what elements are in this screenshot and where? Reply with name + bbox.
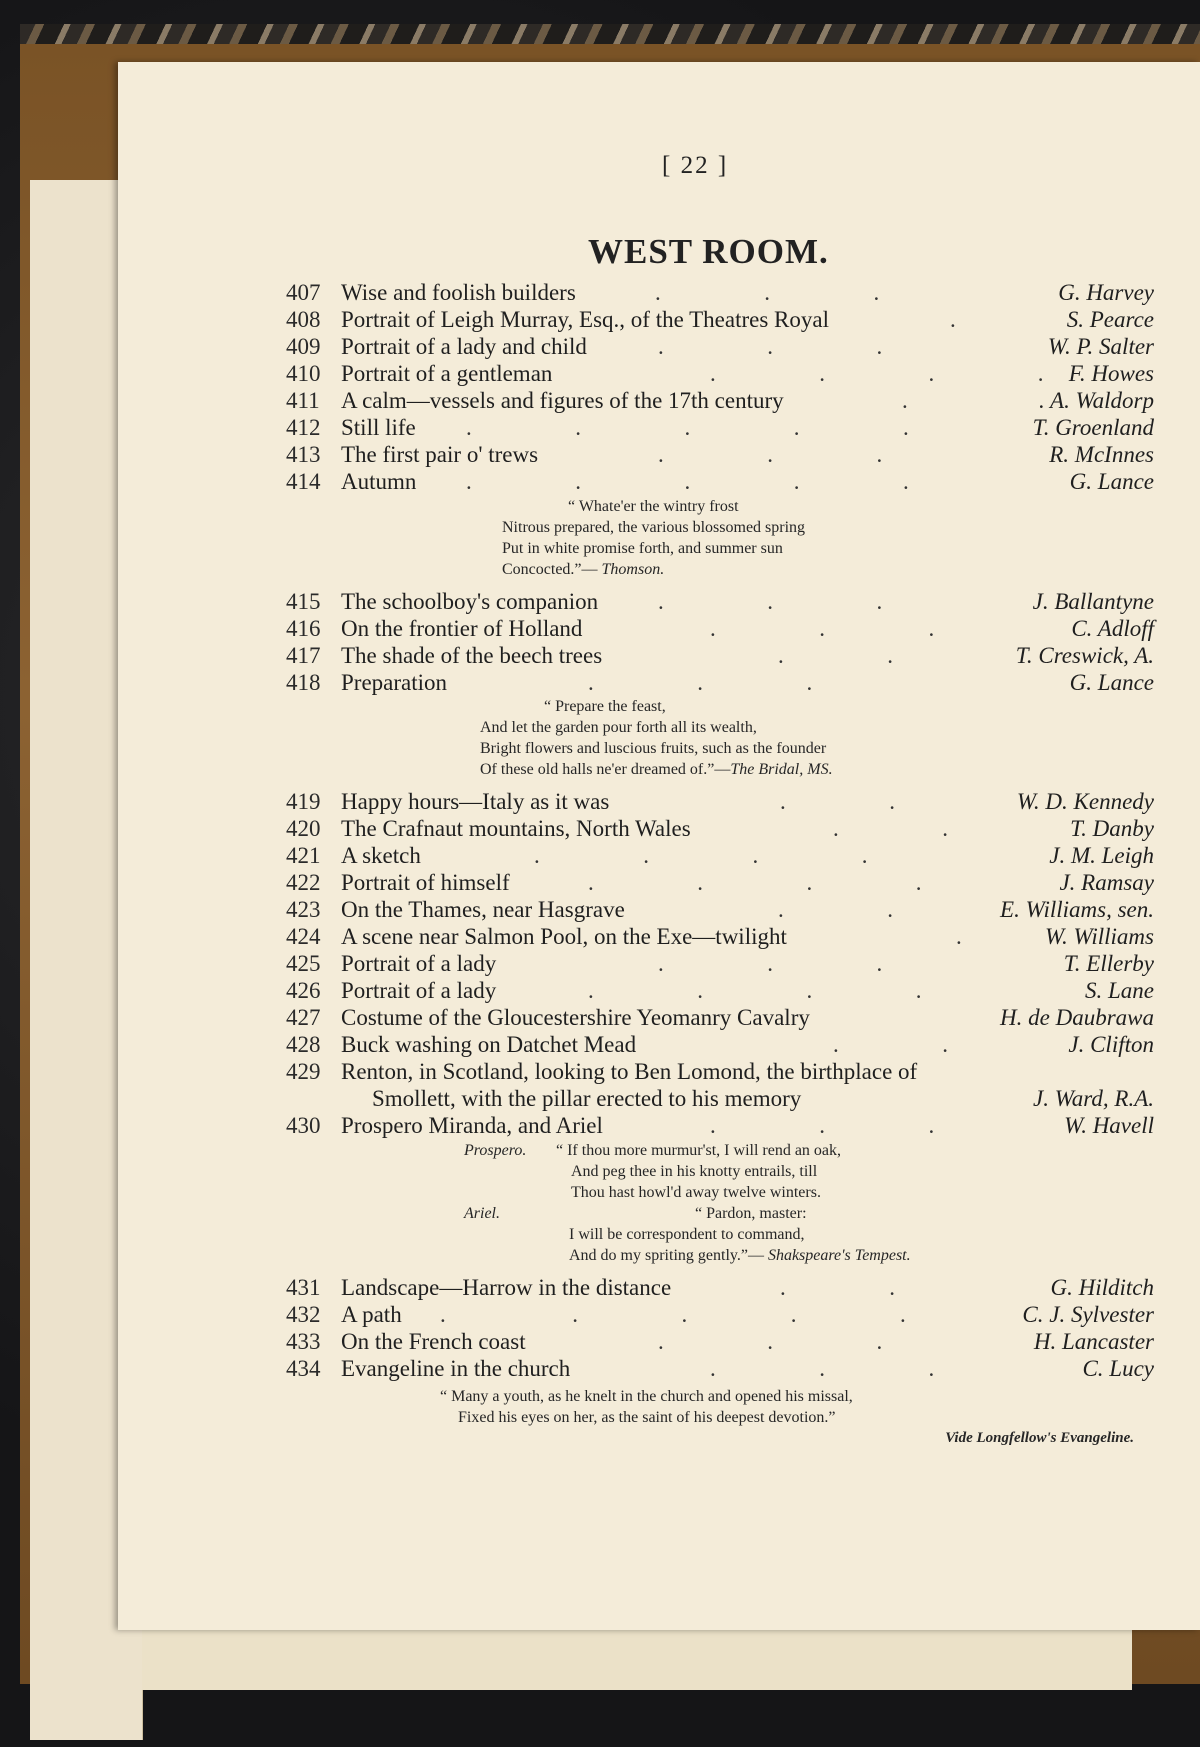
entry-artist: T. Ellerby: [1063, 951, 1154, 976]
entry-artist: T. Groenland: [1032, 415, 1154, 440]
quote-speaker: Ariel.: [464, 1205, 500, 1222]
entry-number: 423: [286, 897, 321, 922]
quote-speaker: Prospero.: [464, 1142, 527, 1159]
entry-title: A path: [341, 1302, 402, 1327]
leader-dots: . . . . .: [440, 1302, 906, 1327]
entry-number: 411: [286, 388, 320, 413]
entry-artist: S. Pearce: [1066, 307, 1154, 332]
entry-number: 418: [286, 670, 321, 695]
entry-artist: G. Harvey: [1058, 280, 1154, 305]
leader-dots: . . .: [655, 280, 880, 305]
entry-artist: J. Ward, R.A.: [1033, 1086, 1154, 1111]
entry-artist: T. Danby: [1070, 816, 1154, 841]
quote-line: “ Prepare the feast,: [544, 698, 666, 715]
entry-artist: J. Ballantyne: [1032, 589, 1154, 614]
entry-artist: H. de Daubrawa: [1000, 1005, 1154, 1030]
entry-artist: J. Clifton: [1068, 1032, 1154, 1057]
entry-number: 410: [286, 361, 321, 386]
entry-title: Landscape—Harrow in the distance: [341, 1275, 672, 1300]
entry-artist: J. Ramsay: [1059, 870, 1154, 895]
entry-artist: W. Williams: [1044, 924, 1154, 949]
leader-dots: . .: [780, 789, 895, 814]
entry-title: Buck washing on Datchet Mead: [341, 1032, 637, 1057]
leader-dots: . . .: [658, 589, 883, 614]
entry-title: Autumn: [341, 469, 417, 494]
entry-artist: R. McInnes: [1049, 442, 1154, 467]
quote-line: Fixed his eyes on her, as the saint of his deepest devotion.”: [458, 1409, 836, 1426]
entry-artist: G. Hilditch: [1050, 1275, 1154, 1300]
entry-number: 421: [286, 843, 321, 868]
entry-artist: W. Havell: [1064, 1113, 1154, 1138]
leader-dots: .: [902, 388, 908, 413]
entry-title: Portrait of himself: [341, 870, 510, 895]
quote-line: I will be correspondent to command,: [569, 1226, 805, 1243]
entry-artist: C. Lucy: [1082, 1356, 1154, 1381]
entry-title: Still life: [341, 415, 416, 440]
leader-dots: . . .: [588, 670, 813, 695]
entry-artist: C. Adloff: [1071, 616, 1154, 641]
leader-dots: . . .: [658, 951, 883, 976]
entry-title-continued: Smollett, with the pillar erected to his memory: [372, 1086, 802, 1111]
quote-text: Of these old halls ne'er dreamed of.”—: [480, 761, 731, 778]
quote-line: [569, 1247, 911, 1265]
quote-line: [480, 761, 833, 779]
leader-dots: . .: [833, 1032, 948, 1057]
page-lower-edge: [142, 1630, 1132, 1690]
leader-dots: . . . .: [588, 870, 922, 895]
entry-number: 424: [286, 924, 321, 949]
entry-number: 416: [286, 616, 321, 641]
entry-title: On the frontier of Holland: [341, 616, 583, 641]
entry-title: On the French coast: [341, 1329, 526, 1354]
leader-dots: . . .: [658, 1329, 883, 1354]
leader-dots: . . . .: [534, 843, 868, 868]
leader-dots: . . . . .: [466, 415, 909, 440]
page-number: [ 22 ]: [662, 152, 729, 179]
leader-dots: . . .: [658, 334, 883, 359]
quote-source: Shakspeare's Tempest.: [767, 1247, 911, 1264]
leader-dots: . . .: [658, 442, 883, 467]
entry-artist: E. Williams, sen.: [1000, 897, 1154, 922]
entry-title: Preparation: [341, 670, 448, 695]
entry-number: 425: [286, 951, 321, 976]
entry-artist: J. M. Leigh: [1049, 843, 1154, 868]
quote-line: Bright flowers and luscious fruits, such as the founder: [480, 740, 827, 757]
leader-dots: . .: [778, 897, 893, 922]
entry-artist: S. Lane: [1085, 978, 1154, 1003]
entry-artist: W. D. Kennedy: [1016, 789, 1154, 814]
quote-line: [502, 561, 664, 579]
quote-source: Vide Longfellow's Evangeline.: [945, 1430, 1134, 1446]
entry-number: 420: [286, 816, 321, 841]
leader-dots: .: [956, 924, 962, 949]
entry-title: The shade of the beech trees: [341, 643, 603, 668]
quote-source: Thomson.: [601, 561, 665, 578]
entry-number: 412: [286, 415, 321, 440]
quote-line: And let the garden pour forth all its wealth,: [480, 719, 757, 736]
entry-title: Portrait of a gentleman: [341, 361, 553, 386]
entry-title: Costume of the Gloucestershire Yeomanry Cavalry: [341, 1005, 810, 1030]
leader-dots: . . . .: [710, 361, 1044, 386]
leader-dots: . . . .: [588, 978, 922, 1003]
entry-title: Happy hours—Italy as it was: [341, 789, 610, 814]
leader-dots: . .: [833, 816, 948, 841]
entry-artist: H. Lancaster: [1033, 1329, 1154, 1354]
entry-number: 427: [286, 1005, 321, 1030]
leader-dots: . . .: [710, 1356, 935, 1381]
quote-source: The Bridal, MS.: [730, 761, 833, 778]
entry-title: A scene near Salmon Pool, on the Exe—twilight: [341, 924, 787, 949]
entry-title: Wise and foolish builders: [341, 280, 576, 305]
entry-number: 434: [286, 1356, 321, 1381]
entry-title: A calm—vessels and figures of the 17th century: [341, 388, 784, 413]
quote-text: Concocted.”—: [502, 561, 602, 578]
entry-number: 419: [286, 789, 321, 814]
entry-number: 407: [286, 280, 321, 305]
quote-line: Nitrous prepared, the various blossomed spring: [502, 519, 806, 536]
entry-number: 426: [286, 978, 321, 1003]
entry-number: 417: [286, 643, 321, 668]
entry-artist: C. J. Sylvester: [1022, 1302, 1154, 1327]
leader-dots: . .: [780, 1275, 895, 1300]
entry-number: 431: [286, 1275, 321, 1300]
entry-artist: F. Howes: [1068, 361, 1154, 386]
entry-title: The Crafnaut mountains, North Wales: [341, 816, 691, 841]
leader-dots: . .: [778, 643, 893, 668]
entry-number: 432: [286, 1302, 321, 1327]
entry-number: 428: [286, 1032, 321, 1057]
entry-title: Renton, in Scotland, looking to Ben Lomond, the birthplace of: [341, 1059, 918, 1084]
leader-dots: . . .: [710, 1113, 935, 1138]
quote-line: “ Many a youth, as he knelt in the church and opened his missal,: [440, 1388, 853, 1405]
quote-line: “ Whate'er the wintry frost: [568, 498, 739, 515]
entry-number: 430: [286, 1113, 321, 1138]
entry-title: Portrait of a lady: [341, 951, 497, 976]
quote-text: And do my spriting gently.”—: [569, 1247, 768, 1264]
entry-title: Portrait of a lady: [341, 978, 497, 1003]
entry-number: 413: [286, 442, 321, 467]
entry-number: 414: [286, 469, 321, 494]
leader-dots: . . .: [710, 616, 935, 641]
quote-line: Put in white promise forth, and summer sun: [502, 540, 783, 557]
quote-line: Thou hast howl'd away twelve winters.: [571, 1184, 821, 1201]
entry-artist: . A. Waldorp: [1038, 388, 1154, 413]
entry-artist: W. P. Salter: [1047, 334, 1154, 359]
quote-line: And peg thee in his knotty entrails, till: [571, 1163, 818, 1180]
entry-title: Evangeline in the church: [341, 1356, 571, 1381]
entry-title: Prospero Miranda, and Ariel: [341, 1113, 603, 1138]
entry-artist: G. Lance: [1069, 469, 1154, 494]
entry-number: 409: [286, 334, 321, 359]
entry-artist: T. Creswick, A.: [1015, 643, 1154, 668]
entry-title: A sketch: [341, 843, 421, 868]
entry-number: 429: [286, 1059, 321, 1084]
quote-line: “ If thou more murmur'st, I will rend an oak,: [556, 1142, 842, 1159]
entry-number: 408: [286, 307, 321, 332]
entry-number: 433: [286, 1329, 321, 1354]
quote-line: “ Pardon, master:: [695, 1205, 807, 1222]
leader-dots: . . . . .: [466, 469, 909, 494]
entry-title: The schoolboy's companion: [341, 589, 599, 614]
entry-title: Portrait of a lady and child: [341, 334, 587, 359]
room-title: WEST ROOM.: [588, 232, 829, 271]
entry-number: 422: [286, 870, 321, 895]
entry-title: The first pair o' trews: [341, 442, 539, 467]
leader-dots: .: [950, 307, 956, 332]
entry-title: Portrait of Leigh Murray, Esq., of the Theatres Royal: [341, 307, 829, 332]
entry-number: 415: [286, 589, 321, 614]
entry-title: On the Thames, near Hasgrave: [341, 897, 625, 922]
entry-artist: G. Lance: [1069, 670, 1154, 695]
